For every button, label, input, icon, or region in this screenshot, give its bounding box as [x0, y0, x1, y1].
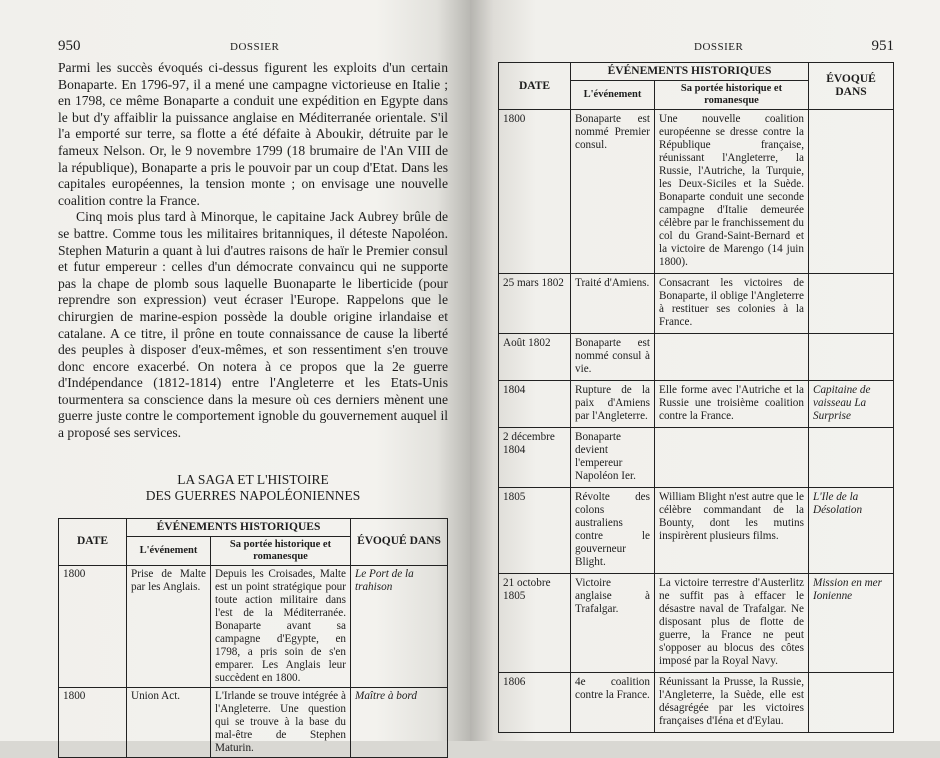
- cell-event: Bonaparte est nommé Premier consul.: [571, 110, 655, 274]
- cell-evoked: L'Ile de la Désolation: [809, 488, 894, 574]
- page-number-left: 950: [58, 38, 81, 54]
- cell-scope: Une nouvelle coalition européenne se dresse contre la République française, réunissant l'Angleterre, la Russie, l'Autriche, la Turquie, les Deux-Siciles et la Suède. Bonaparte conduit une seconde campagne d'Italie demeurée célèbre par le franchissement du col du Grand-Saint-Bernard et la victoire de Marengo (14 juin 1800).: [655, 110, 809, 274]
- section-title-right: DOSSIER: [694, 41, 744, 53]
- cell-evoked: [809, 110, 894, 274]
- history-table-right: [498, 62, 894, 733]
- cell-scope: La victoire terrestre d'Austerlitz ne suffit pas à effacer le désastre naval de Trafalgar. Ne disposant plus de flotte de guerre, la France ne peut s'opposer au blocus des côtes imposé par la Royal Navy.: [655, 574, 809, 673]
- cell-event: 4e coalition contre la France.: [571, 673, 655, 733]
- cell-date: 1800: [59, 687, 127, 757]
- cell-date: Août 1802: [499, 334, 571, 381]
- cell-date: 1800: [59, 565, 127, 687]
- paragraph-1: Parmi les succès évoqués ci-dessus figurent les exploits d'un certain Bonaparte. En 1796-97, il a mené une campagne victorieuse en Italie ; en 1798, ce même Bonaparte a conduit une expédition en Egypte dans le but d'y affaiblir la puissance anglaise en Méditerranée orientale. S'il l'a emporté sur terre, sa flotte a été défaite à Aboukir, détruite par le fameux Nelson. Or, le 9 novembre 1799 (18 brumaire de l'An VIII de la république), Bonaparte a pris le pouvoir par un coup d'Etat. Dans les capitales européennes, la tension monte ; on envisage une nouvelle coalition contre la France.: [58, 60, 448, 208]
- table-row: [59, 687, 448, 757]
- right-page: [470, 0, 940, 741]
- col-header-date: DATE: [59, 518, 127, 565]
- cell-date: 2 décembre 1804: [499, 428, 571, 488]
- cell-evoked: Mission en mer Ionienne: [809, 574, 894, 673]
- heading-line-1: LA SAGA ET L'HISTOIRE: [177, 471, 329, 487]
- cell-scope: Consacrant les victoires de Bonaparte, il oblige l'Angleterre à restituer ses colonies à la France.: [655, 274, 809, 334]
- cell-event: Prise de Malte par les Anglais.: [127, 565, 211, 687]
- cell-event: Rupture de la paix d'Amiens par l'Angleterre.: [571, 381, 655, 428]
- col-header-event: L'événement: [571, 81, 655, 110]
- table-row: [499, 574, 894, 673]
- cell-scope: William Blight n'est autre que le célèbre commandant de la Bounty, dont les mutins inspirèrent plusieurs films.: [655, 488, 809, 574]
- col-header-historical-events: ÉVÉNEMENTS HISTORIQUES: [571, 63, 809, 81]
- cell-scope: Depuis les Croisades, Malte est un point stratégique pour toute action militaire dans l'est de la Méditerranée. Bonaparte avant sa campagne d'Egypte, en 1798, a pris soin de s'en emparer. Les Anglais leur succèdent en 1800.: [211, 565, 351, 687]
- cell-evoked: [809, 428, 894, 488]
- table-row: [59, 565, 448, 687]
- cell-date: 25 mars 1802: [499, 274, 571, 334]
- cell-event: Traité d'Amiens.: [571, 274, 655, 334]
- history-table-left: [58, 518, 448, 758]
- right-running-head: [498, 38, 894, 60]
- cell-scope: L'Irlande se trouve intégrée à l'Angleterre. Une question qui se trouve à la base du mal-être de Stephen Maturin.: [211, 687, 351, 757]
- col-header-date: DATE: [499, 63, 571, 110]
- cell-event: Bonaparte devient l'empereur Napoléon Ier.: [571, 428, 655, 488]
- col-header-historical-events: ÉVÉNEMENTS HISTORIQUES: [127, 518, 351, 536]
- paragraph-2: Cinq mois plus tard à Minorque, le capitaine Jack Aubrey brûle de se battre. Comme tous les militaires britanniques, il déteste Napoléon. Stephen Maturin a quant à lui d'autres raisons de haïr le Premier consul et futur empereur : celles d'un démocrate convaincu qui ne supporte pas la chape de plomb sous laquelle Buonaparte le liberticide (pour reprendre son expression) veut écraser l'Europe. Rappelons que le chirurgien de marine-espion possède la double origine irlandaise et catalane. A ce titre, il prône en toute connaissance de cause la liberté des peuples à disposer d'eux-mêmes, et son ressentiment s'en trouve donc encore exacerbé. On notera à ce propos que la 2e guerre d'Indépendance (1812-1814) entre l'Angleterre et les Etats-Unis tourmentera sa conscience dans la mesure où ces derniers mènent une guerre juste contre le comportement ignoble du gouvernement auquel il a proposé ses services.: [58, 209, 448, 441]
- cell-scope: Réunissant la Prusse, la Russie, l'Angleterre, la Suède, elle est désagrégée par les victoires françaises d'Iéna et d'Eylau.: [655, 673, 809, 733]
- cell-event: Union Act.: [127, 687, 211, 757]
- section-title-left: DOSSIER: [230, 41, 280, 53]
- table-row: [499, 334, 894, 381]
- table-row: [499, 110, 894, 274]
- col-header-evoked: ÉVOQUÉ DANS: [351, 518, 448, 565]
- cell-evoked: [809, 274, 894, 334]
- cell-date: 1805: [499, 488, 571, 574]
- cell-event: Bonaparte est nommé consul à vie.: [571, 334, 655, 381]
- cell-scope: [655, 334, 809, 381]
- cell-event: Victoire anglaise à Trafalgar.: [571, 574, 655, 673]
- left-body-text: [58, 60, 448, 442]
- cell-date: 1806: [499, 673, 571, 733]
- cell-event: Révolte des colons australiens contre le gouverneur Blight.: [571, 488, 655, 574]
- table-row: [499, 381, 894, 428]
- cell-evoked: [809, 334, 894, 381]
- col-header-event: L'événement: [127, 536, 211, 565]
- heading-line-2: DES GUERRES NAPOLÉONIENNES: [145, 487, 361, 503]
- table-row: [499, 428, 894, 488]
- col-header-scope: Sa portée historique et romanesque: [655, 81, 809, 110]
- cell-evoked: Capitaine de vaisseau La Surprise: [809, 381, 894, 428]
- cell-scope: [655, 428, 809, 488]
- cell-evoked: Maître à bord: [351, 687, 448, 757]
- col-header-scope: Sa portée historique et romanesque: [211, 536, 351, 565]
- table-row: [499, 673, 894, 733]
- cell-date: 21 octobre 1805: [499, 574, 571, 673]
- left-page: [0, 0, 470, 754]
- table-row: [499, 274, 894, 334]
- col-header-evoked: ÉVOQUÉ DANS: [809, 63, 894, 110]
- cell-date: 1804: [499, 381, 571, 428]
- table-row: [499, 488, 894, 574]
- cell-evoked: Le Port de la trahison: [351, 565, 448, 687]
- cell-date: 1800: [499, 110, 571, 274]
- section-heading: [58, 472, 448, 504]
- left-running-head: [58, 38, 448, 60]
- page-number-right: 951: [871, 38, 894, 54]
- cell-evoked: [809, 673, 894, 733]
- cell-scope: Elle forme avec l'Autriche et la Russie une troisième coalition contre la France.: [655, 381, 809, 428]
